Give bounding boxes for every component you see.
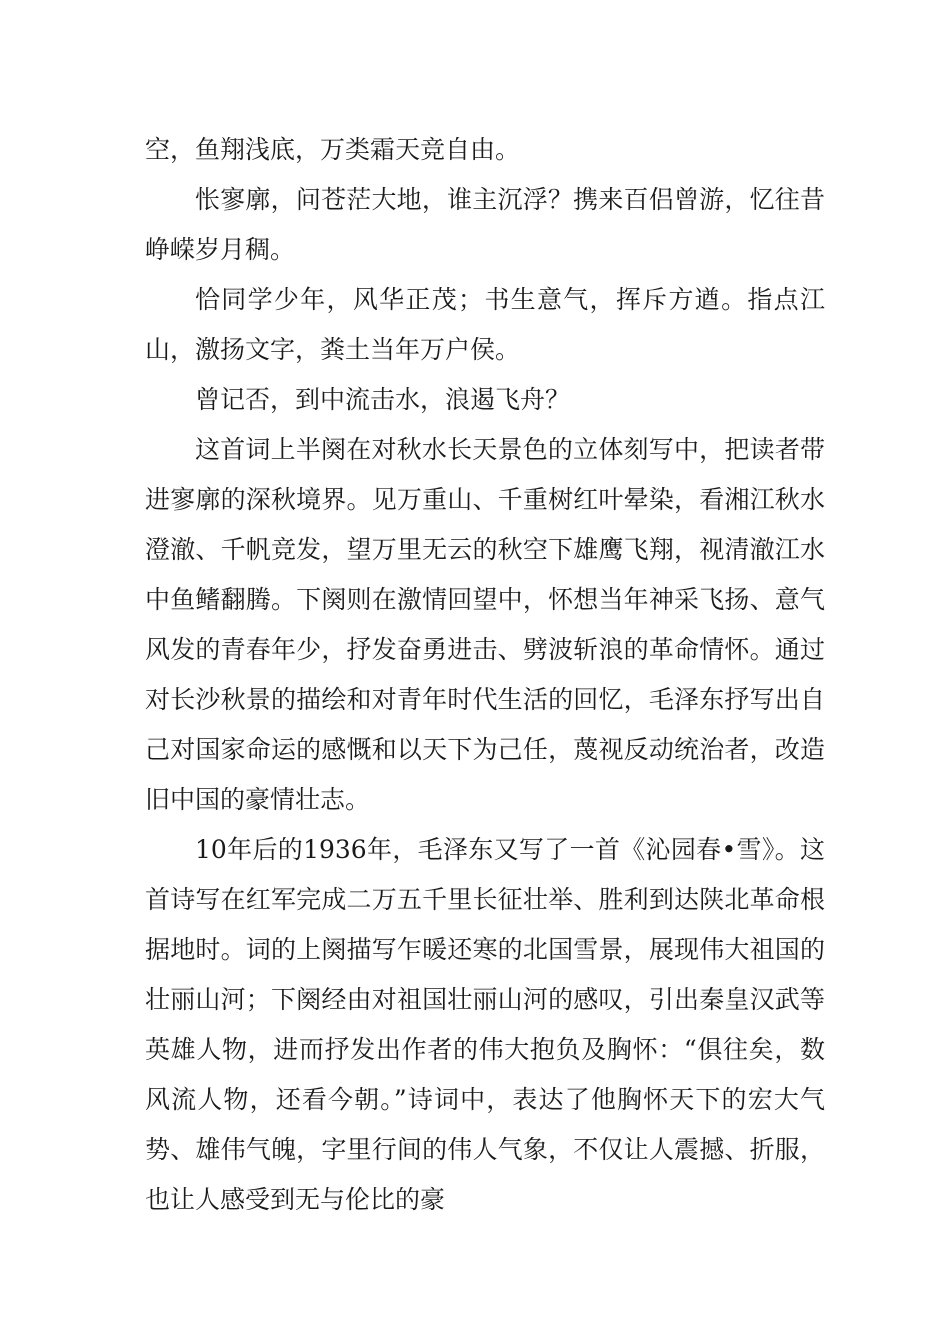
paragraph: 恰同学少年，风华正茂；书生意气，挥斥方遒。指点江山，激扬文字，粪土当年万户侯。 — [145, 285, 825, 364]
paragraph: 曾记否，到中流击水，浪遏飞舟？ — [195, 385, 571, 414]
document-body — [145, 125, 825, 1225]
paragraph: 10年后的1936年，毛泽东又写了一首《沁园春•雪》。这首诗写在红军完成二万五千里长征壮举、胜利到达陕北革命根据地时。词的上阕描写乍暖还寒的北国雪景，展现伟大祖国的壮丽山河；下阕经由对祖国壮丽山河的感叹，引出秦皇汉武等英雄人物，进而抒发出作者的伟大抱负及胸怀：“俱往矣，数风流人物，还看今朝。”诗词中，表达了他胸怀天下的宏大气势、雄伟气魄，字里行间的伟人气象，不仅让人震撼、折服，也让人感受到无与伦比的豪 — [145, 835, 825, 1214]
paragraph: 怅寥廓，问苍茫大地，谁主沉浮？携来百侣曾游，忆往昔峥嵘岁月稠。 — [145, 185, 825, 264]
paragraph-continuation: 空，鱼翔浅底，万类霜天竞自由。 — [145, 135, 521, 164]
paragraph: 这首词上半阕在对秋水长天景色的立体刻写中，把读者带进寥廓的深秋境界。见万重山、千重树红叶晕染，看湘江秋水澄澈、千帆竞发，望万里无云的秋空下雄鹰飞翔，视清澈江水中鱼鳍翻腾。下阕则在激情回望中，怀想当年神采飞扬、意气风发的青春年少，抒发奋勇进击、劈波斩浪的革命情怀。通过对长沙秋景的描绘和对青年时代生活的回忆，毛泽东抒写出自己对国家命运的感慨和以天下为己任，蔑视反动统治者，改造旧中国的豪情壮志。 — [145, 435, 825, 814]
